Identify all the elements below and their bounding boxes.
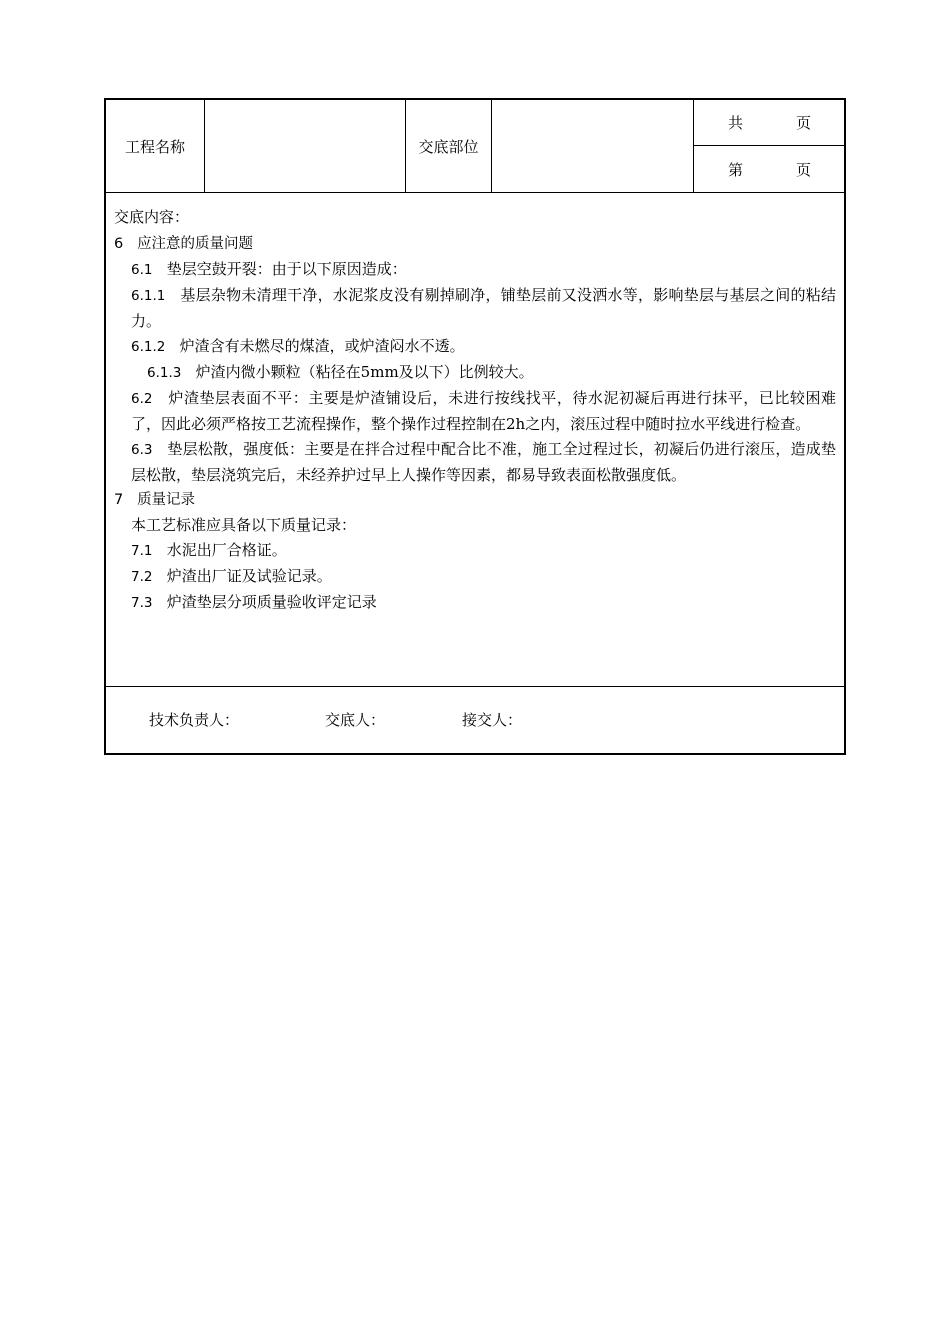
section-6-heading: 6 应注意的质量问题	[114, 236, 254, 252]
project-name-label: 工程名称	[106, 100, 205, 192]
item-7-2: 7.2 炉渣出厂证及试验记录。	[131, 567, 332, 585]
item-6-1-3: 6.1.3 炉渣内微小颗粒（粘径在5mm及以下）比例较大。	[147, 363, 534, 381]
item-7-1: 7.1 水泥出厂合格证。	[131, 541, 287, 559]
signature-row	[106, 687, 844, 753]
disclosure-form	[104, 98, 846, 755]
disclosure-content	[106, 193, 844, 687]
tech-lead-signature[interactable]: 技术负责人：	[149, 711, 240, 729]
presenter-signature[interactable]: 交底人：	[325, 711, 386, 729]
total-pages-cell: 共 页	[694, 100, 844, 146]
page-counter	[694, 100, 844, 192]
location-field[interactable]	[492, 100, 694, 192]
item-6-3: 6.3 垫层松散，强度低：主要是在拌合过程中配合比不准，施工全过程过长，初凝后仍进行滚压，造成垫层松散，垫层浇筑完后，未经养护过早上人操作等因素，都易导致表面松散强度低。	[131, 440, 836, 484]
form-header	[106, 100, 844, 193]
content-label: 交底内容：	[114, 208, 190, 226]
current-page-cell: 第 页	[728, 160, 812, 179]
item-6-1-2: 6.1.2 炉渣含有未燃尽的煤渣，或炉渣闷水不透。	[131, 337, 465, 355]
item-6-2: 6.2 炉渣垫层表面不平：主要是炉渣铺设后，未进行按线找平，待水泥初凝后再进行抹平，已比较困难了，因此必须严格按工艺流程操作，整个操作过程控制在2h之内，滚压过程中随时拉水平线进行检查。	[131, 389, 836, 433]
item-6-1-1: 6.1.1 基层杂物未清理干净，水泥浆皮没有剔掉刷净，铺垫层前又没洒水等，影响垫层与基层之间的粘结力。	[131, 286, 836, 330]
item-7-3: 7.3 炉渣垫层分项质量验收评定记录	[131, 593, 377, 611]
location-label: 交底部位	[406, 100, 492, 192]
project-name-field[interactable]	[205, 100, 406, 192]
section-7-intro: 本工艺标准应具备以下质量记录：	[131, 516, 357, 534]
item-6-1: 6.1 垫层空鼓开裂：由于以下原因造成：	[131, 260, 407, 278]
section-7-heading: 7 质量记录	[114, 492, 196, 508]
receiver-signature[interactable]: 接交人：	[462, 711, 523, 729]
